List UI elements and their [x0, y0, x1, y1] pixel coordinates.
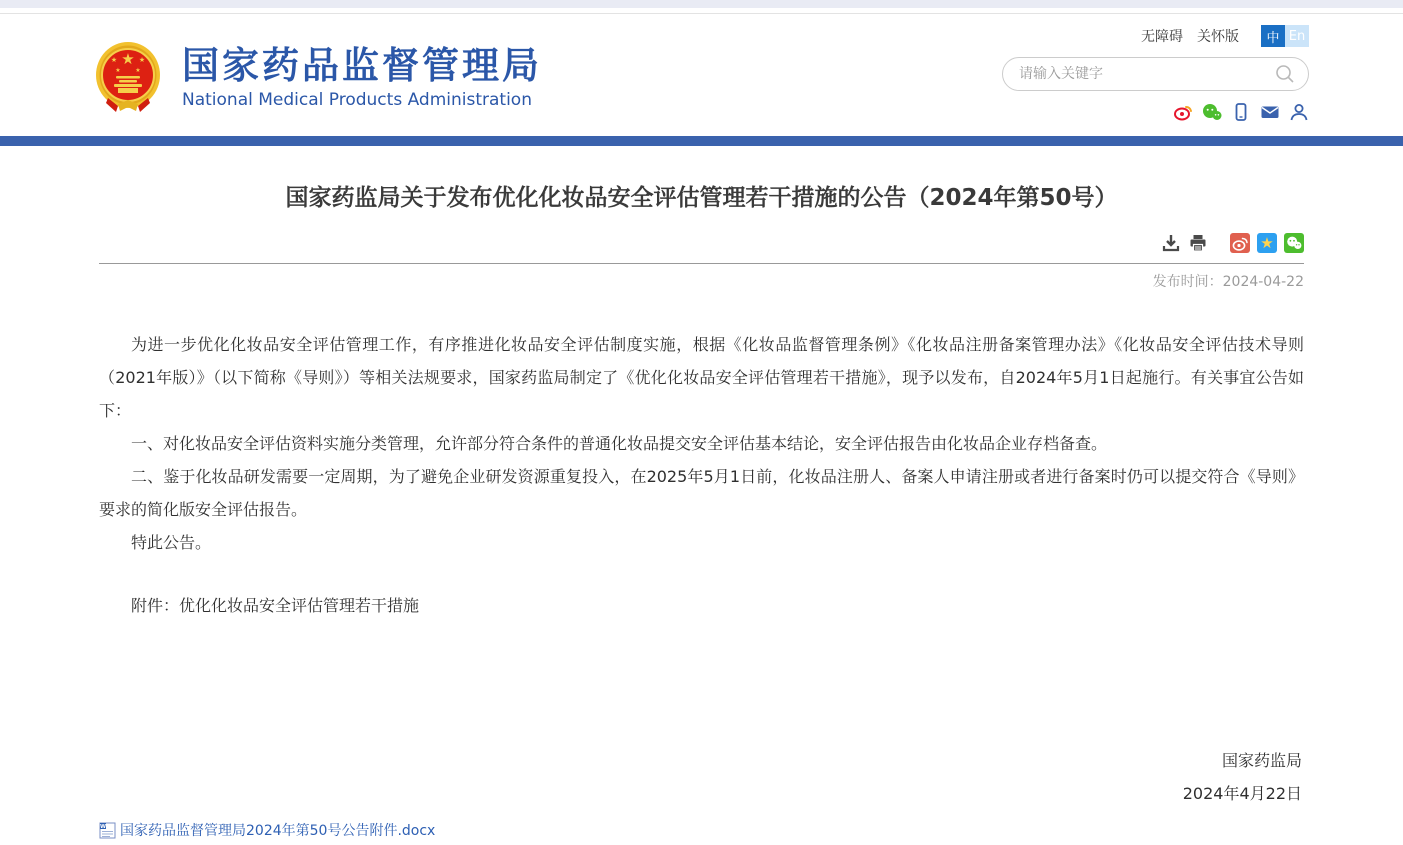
- nav-accent-bar: [0, 136, 1403, 146]
- title-divider: [99, 263, 1304, 264]
- accessibility-link[interactable]: 无障碍: [1141, 29, 1183, 45]
- article-paragraph: 特此公告。: [131, 533, 212, 552]
- article-paragraph: 二、鉴于化妆品研发需要一定周期，为了避免企业研发资源重复投入，在2025年5月1日前，化妆品注册人、备案人申请注册或者进行备案时仍可以提交符合《导则》要求的简化版安全评估报告。: [99, 467, 1304, 519]
- page-title: 国家药监局关于发布优化化妆品安全评估管理若干措施的公告（2024年第50号）: [285, 185, 1118, 211]
- lang-en-button[interactable]: En: [1285, 25, 1309, 47]
- lang-zh-button[interactable]: 中: [1261, 25, 1285, 47]
- search-icon[interactable]: [1274, 63, 1296, 85]
- search-box: [1002, 57, 1309, 91]
- social-row: [1173, 102, 1309, 122]
- svg-text:★: ★: [115, 67, 121, 74]
- site-name-en: National Medical Products Administration: [182, 90, 532, 110]
- share-weibo-icon[interactable]: [1230, 233, 1250, 253]
- top-accent-bar: [0, 0, 1403, 8]
- share-qzone-icon[interactable]: [1257, 233, 1277, 253]
- article: [99, 182, 1304, 840]
- site-name-cn: 国家药品监督管理局: [182, 44, 542, 87]
- download-icon[interactable]: [1161, 233, 1181, 253]
- signature-agency: 国家药监局: [1221, 751, 1302, 770]
- weibo-icon[interactable]: [1173, 102, 1193, 122]
- print-icon[interactable]: [1188, 233, 1208, 253]
- svg-text:W: W: [99, 823, 107, 830]
- site-logo-block[interactable]: [94, 14, 542, 136]
- attachment-row: [99, 820, 1304, 840]
- user-icon[interactable]: [1289, 102, 1309, 122]
- svg-text:★: ★: [110, 56, 118, 64]
- word-doc-icon: [99, 822, 116, 839]
- svg-text:★: ★: [135, 67, 141, 74]
- attachment-note: 附件：优化化妆品安全评估管理若干措施: [131, 596, 420, 615]
- article-paragraph: 为进一步优化化妆品安全评估管理工作，有序推进化妆品安全评估制度实施，根据《化妆品监督管理条例》《化妆品注册备案管理办法》《化妆品安全评估技术导则（2021年版）》（以下简称《导则》）等相关法规要求，国家药监局制定了《优化化妆品安全评估管理若干措施》，现予以发布，自2024年5月1日起施行。有关事宜公告如下：: [99, 335, 1304, 420]
- share-wechat-icon[interactable]: [1284, 233, 1304, 253]
- article-tools: [99, 232, 1304, 254]
- language-toggle: [1261, 25, 1309, 47]
- national-emblem-icon: [94, 40, 162, 114]
- care-version-link[interactable]: 关怀版: [1197, 29, 1239, 45]
- svg-text:★: ★: [121, 50, 135, 68]
- article-paragraph: 一、对化妆品安全评估资料实施分类管理，允许部分符合条件的普通化妆品提交安全评估基本结论，安全评估报告由化妆品企业存档备查。: [131, 434, 1108, 453]
- signature-block: [99, 744, 1304, 810]
- publish-time: 发布时间：2024-04-22: [1152, 274, 1304, 290]
- site-header: [0, 14, 1403, 136]
- wechat-icon[interactable]: [1202, 102, 1222, 122]
- svg-text:★: ★: [138, 56, 146, 64]
- search-input[interactable]: [1019, 66, 1274, 82]
- attachment-link[interactable]: 国家药品监督管理局2024年第50号公告附件.docx: [120, 823, 436, 839]
- signature-date: 2024年4月22日: [1182, 784, 1302, 803]
- article-body: [99, 328, 1304, 622]
- mail-icon[interactable]: [1260, 102, 1280, 122]
- svg-text:★: ★: [1260, 234, 1274, 252]
- mobile-icon[interactable]: [1231, 102, 1251, 122]
